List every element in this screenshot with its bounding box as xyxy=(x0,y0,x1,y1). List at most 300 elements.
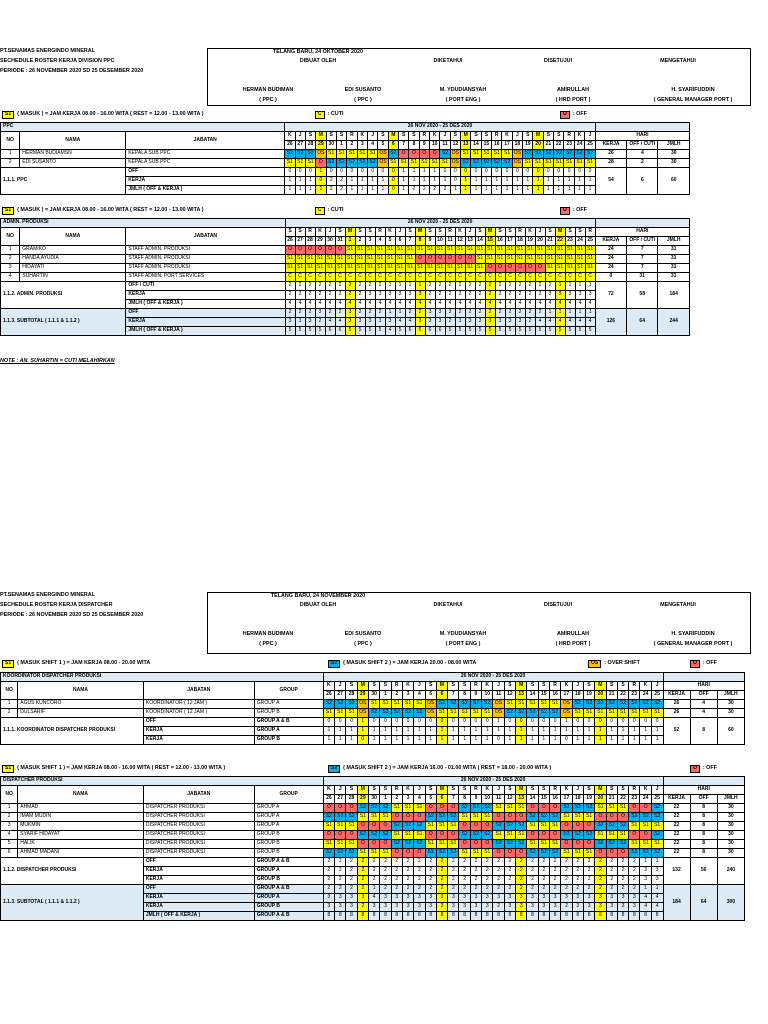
shift-cell: O xyxy=(391,813,402,822)
row-jabatan: DISPATCHER PRODUKSI xyxy=(143,813,254,822)
shift-cell: O xyxy=(465,255,475,264)
count-cell: 2 xyxy=(336,186,346,195)
total-kind: KERJA xyxy=(143,736,254,745)
legend-text-4: ( MASUK SHIFT 2 ) = JAM KERJA 16.00 - 01.00 WITA ( REST = 18.00 - 20.00 WITA ) xyxy=(343,765,552,771)
shift-cell: S1 xyxy=(345,255,355,264)
count-cell: 6 xyxy=(435,327,445,336)
date-cell: 9 xyxy=(470,691,481,700)
shift-cell: S1 xyxy=(305,255,315,264)
shift-cell: O xyxy=(629,804,640,813)
shift-cell: S1 xyxy=(482,813,493,822)
shift-cell: S1 xyxy=(380,700,391,709)
weekday-cell: S xyxy=(409,132,419,141)
row-jmlh: 30 xyxy=(658,150,690,159)
weekday-cell: J xyxy=(493,786,504,795)
count-cell: 0 xyxy=(629,718,640,727)
mengetahui-label: MENGETAHUI xyxy=(660,58,696,64)
count-cell: 0 xyxy=(561,736,572,745)
row-nama: HALIK xyxy=(18,840,144,849)
weekday-cell: S xyxy=(606,786,617,795)
shift-cell: O xyxy=(425,831,436,840)
weekday-cell: R xyxy=(515,228,525,237)
count-cell: 1 xyxy=(368,736,379,745)
count-cell: 2 xyxy=(465,282,475,291)
shift-cell: S1 xyxy=(405,255,415,264)
shift-cell: S1 xyxy=(335,264,345,273)
total-kerja: 54 xyxy=(595,168,626,195)
count-cell: 5 xyxy=(285,327,295,336)
signer-role: ( PORT ENG ) xyxy=(445,97,481,103)
date-cell: 5 xyxy=(385,237,395,246)
shift-cell: S2 xyxy=(504,822,515,831)
shift-cell: O xyxy=(448,831,459,840)
count-cell: 1 xyxy=(504,727,515,736)
shift-cell: S1 xyxy=(575,246,585,255)
table-row xyxy=(1,709,745,718)
weekday-cell: J xyxy=(414,786,425,795)
shift-cell: O xyxy=(505,264,515,273)
count-cell: 3 xyxy=(402,903,413,912)
total-kind: KERJA xyxy=(143,903,254,912)
count-cell: 0 xyxy=(440,168,450,177)
shift-cell: OS xyxy=(561,709,572,718)
shift-cell: O xyxy=(459,840,470,849)
count-cell: 3 xyxy=(357,894,368,903)
shift-cell: S1 xyxy=(367,150,377,159)
date-cell: 3 xyxy=(402,795,413,804)
count-cell: 1 xyxy=(415,282,425,291)
shift-cell: OS xyxy=(316,150,326,159)
shift-cell: S2 xyxy=(538,709,549,718)
weekday-cell: J xyxy=(335,682,346,691)
shift-cell: S1 xyxy=(357,849,368,858)
table-row xyxy=(1,150,690,159)
weekday-cell: J xyxy=(572,786,583,795)
date-cell: 3 xyxy=(357,141,367,150)
date-cell: 22 xyxy=(617,691,628,700)
date-cell: 13 xyxy=(516,691,527,700)
shift-cell: C xyxy=(345,273,355,282)
off-swatch: O xyxy=(690,765,700,773)
count-cell: 2 xyxy=(357,903,368,912)
count-cell: 4 xyxy=(368,894,379,903)
weekday-cell: K xyxy=(429,132,439,141)
count-cell: 6 xyxy=(415,327,425,336)
count-cell: 3 xyxy=(651,876,663,885)
count-cell: 1 xyxy=(398,186,408,195)
count-cell: 1 xyxy=(527,727,538,736)
count-cell: 2 xyxy=(495,291,505,300)
column-header: NAMA xyxy=(18,786,144,804)
row-off: 8 xyxy=(690,804,717,813)
count-cell: 0 xyxy=(448,718,459,727)
shift-cell: O xyxy=(409,150,419,159)
shift-cell: S1 xyxy=(515,255,525,264)
count-cell: 8 xyxy=(448,912,459,921)
date-cell: 28 xyxy=(346,691,357,700)
shift-cell: S1 xyxy=(435,246,445,255)
row-off: 8 xyxy=(690,822,717,831)
shift-cell: O xyxy=(402,813,413,822)
count-cell: 1 xyxy=(640,736,651,745)
count-cell: 4 xyxy=(545,318,555,327)
group-label: GROUP B xyxy=(254,876,323,885)
shift-cell: O xyxy=(445,255,455,264)
off-text: : OFF xyxy=(702,660,717,666)
shift-cell: O xyxy=(493,813,504,822)
count-cell: 0 xyxy=(316,177,326,186)
count-cell: 3 xyxy=(414,894,425,903)
ppc-roster-block xyxy=(0,48,768,368)
count-cell: 1 xyxy=(651,727,663,736)
date-cell: 12 xyxy=(504,691,515,700)
shift-cell: S2 xyxy=(461,159,471,168)
date-cell: 26 xyxy=(285,237,295,246)
weekday-cell: J xyxy=(651,786,663,795)
date-cell: 17 xyxy=(505,237,515,246)
shift-cell: S1 xyxy=(640,709,651,718)
weekday-cell: S xyxy=(565,228,575,237)
count-cell: 8 xyxy=(651,912,663,921)
shift-cell: S1 xyxy=(305,159,315,168)
shift-cell: OS xyxy=(378,159,388,168)
shift-cell: OS xyxy=(450,150,460,159)
count-cell: 2 xyxy=(355,309,365,318)
weekday-cell: S xyxy=(326,132,336,141)
shift-cell: O xyxy=(572,822,583,831)
count-cell: 3 xyxy=(475,318,485,327)
total-jmlh: 184 xyxy=(658,282,690,309)
weekday-cell: S xyxy=(346,786,357,795)
shift-cell: O xyxy=(380,822,391,831)
shift-cell: S1 xyxy=(395,255,405,264)
row-jmlh: 30 xyxy=(717,831,744,840)
weekday-cell: J xyxy=(367,132,377,141)
row-kerja: 0 xyxy=(595,273,626,282)
weekday-cell: S xyxy=(554,132,564,141)
shift-cell: S2 xyxy=(470,804,481,813)
shift-cell: O xyxy=(516,813,527,822)
count-cell: 0 xyxy=(391,718,402,727)
shift-cell: S1 xyxy=(405,246,415,255)
weekday-cell: K xyxy=(455,228,465,237)
count-cell: 1 xyxy=(395,309,405,318)
column-header: NO xyxy=(1,132,20,150)
count-cell: 1 xyxy=(554,177,564,186)
count-cell: 2 xyxy=(549,885,560,894)
table-row xyxy=(1,700,745,709)
date-cell: 1 xyxy=(345,237,355,246)
signer-name: M. YDUDIANSYAH xyxy=(439,87,487,93)
count-cell: 1 xyxy=(572,727,583,736)
count-cell: 1 xyxy=(651,885,663,894)
count-cell: 5 xyxy=(565,327,575,336)
weekday-cell: M xyxy=(436,786,447,795)
count-cell: 4 xyxy=(565,318,575,327)
date-cell: 17 xyxy=(561,691,572,700)
count-cell: 1 xyxy=(549,736,560,745)
shift-cell: S1 xyxy=(629,822,640,831)
shift-cell: S1 xyxy=(419,159,429,168)
shift-cell: S1 xyxy=(402,700,413,709)
count-cell: 2 xyxy=(326,186,336,195)
weekday-cell: K xyxy=(640,786,651,795)
shift-cell: O xyxy=(538,804,549,813)
shift-cell: O xyxy=(315,246,325,255)
table-cell xyxy=(595,219,689,228)
shift-cell: S1 xyxy=(475,255,485,264)
date-cell: 29 xyxy=(316,141,326,150)
count-cell: 3 xyxy=(335,903,346,912)
weekday-cell: S xyxy=(365,228,375,237)
shift-cell: S1 xyxy=(368,813,379,822)
date-cell: 11 xyxy=(493,691,504,700)
count-cell: 2 xyxy=(538,876,549,885)
count-cell: 2 xyxy=(346,867,357,876)
weekday-cell: S xyxy=(425,682,436,691)
date-cell: 19 xyxy=(525,237,535,246)
weekday-cell: K xyxy=(502,132,512,141)
shift-cell: S1 xyxy=(585,246,595,255)
table-row xyxy=(1,255,690,264)
count-cell: 2 xyxy=(505,291,515,300)
count-cell: 2 xyxy=(515,291,525,300)
count-cell: 3 xyxy=(482,894,493,903)
count-cell: 4 xyxy=(545,300,555,309)
date-cell: 30 xyxy=(368,795,379,804)
count-cell: 1 xyxy=(357,177,367,186)
count-cell: 1 xyxy=(419,177,429,186)
count-cell: 0 xyxy=(617,718,628,727)
total-label: 1.1.1. KOORDINATOR DISPATCHER PRODUKSI xyxy=(1,718,144,745)
row-group: GROUP B xyxy=(254,831,323,840)
count-cell: 2 xyxy=(440,186,450,195)
count-cell: 3 xyxy=(425,894,436,903)
shift-cell: S2 xyxy=(402,840,413,849)
shift-cell: S1 xyxy=(516,804,527,813)
diketahui-label: DIKETAHUI xyxy=(433,58,463,64)
shift-cell: S1 xyxy=(585,255,595,264)
weekday-cell: S xyxy=(335,228,345,237)
count-cell: 0 xyxy=(414,718,425,727)
weekday-cell: R xyxy=(391,682,402,691)
count-cell: 1 xyxy=(316,168,326,177)
count-cell: 3 xyxy=(315,309,325,318)
count-cell: 2 xyxy=(583,885,594,894)
count-cell: 8 xyxy=(595,912,606,921)
total-kind: KERJA xyxy=(126,291,285,300)
row-no: 4 xyxy=(1,273,20,282)
total-jmlh: 244 xyxy=(658,309,690,336)
company-name: PT.SENAMAS ENERGINDO MINERAL xyxy=(0,48,95,54)
count-cell: 3 xyxy=(285,318,295,327)
weekday-cell: M xyxy=(357,786,368,795)
count-cell: 1 xyxy=(617,727,628,736)
count-cell: 2 xyxy=(629,867,640,876)
table-cell xyxy=(663,777,744,786)
signer-name: AMIRULLAH xyxy=(556,631,590,637)
count-cell: 2 xyxy=(448,885,459,894)
row-off: 7 xyxy=(627,246,658,255)
count-cell: 0 xyxy=(549,718,560,727)
count-cell: 1 xyxy=(516,727,527,736)
count-cell: 5 xyxy=(365,327,375,336)
signer-name: HERMAN BUDIMAN xyxy=(242,631,294,637)
weekday-cell: S xyxy=(527,682,538,691)
count-cell: 6 xyxy=(425,327,435,336)
count-cell: 3 xyxy=(345,309,355,318)
count-cell: 1 xyxy=(543,177,553,186)
count-cell: 5 xyxy=(555,327,565,336)
shift-cell: S1 xyxy=(355,264,365,273)
shift-cell: S2 xyxy=(516,822,527,831)
count-cell: 1 xyxy=(606,736,617,745)
row-jmlh: 30 xyxy=(717,813,744,822)
count-cell: 1 xyxy=(347,186,357,195)
count-cell: 2 xyxy=(482,885,493,894)
weekday-cell: K xyxy=(357,132,367,141)
count-cell: 2 xyxy=(414,885,425,894)
shift-cell: S2 xyxy=(391,822,402,831)
row-nama: AHMAD MADANI xyxy=(18,849,144,858)
count-cell: 0 xyxy=(305,168,315,177)
count-cell: 2 xyxy=(545,282,555,291)
signer-name: HERMAN BUDIMAN xyxy=(242,87,294,93)
shift-cell: S1 xyxy=(440,159,450,168)
count-cell: 2 xyxy=(409,186,419,195)
count-cell: 0 xyxy=(357,168,367,177)
count-cell: 8 xyxy=(402,912,413,921)
count-cell: 3 xyxy=(572,894,583,903)
signer-name: H. SYARIFUDDIN xyxy=(671,87,715,93)
shift-cell: S2 xyxy=(459,700,470,709)
shift-cell: O xyxy=(419,150,429,159)
shift-cell: S1 xyxy=(575,264,585,273)
shift-cell: S1 xyxy=(395,246,405,255)
weekday-cell: J xyxy=(535,228,545,237)
shift-cell: O xyxy=(482,840,493,849)
shift-cell: S1 xyxy=(565,246,575,255)
shift-cell: S2 xyxy=(436,813,447,822)
row-nama: IMAM MUDIN xyxy=(18,813,144,822)
row-kerja: 28 xyxy=(595,159,626,168)
count-cell: 1 xyxy=(561,718,572,727)
count-cell: 0 xyxy=(335,718,346,727)
count-cell: 4 xyxy=(651,894,663,903)
date-cell: 22 xyxy=(554,141,564,150)
total-off: 64 xyxy=(627,309,658,336)
table-cell xyxy=(663,673,745,682)
weekday-cell: M xyxy=(516,786,527,795)
group-label: GROUP A & B xyxy=(254,885,323,894)
date-cell: 7 xyxy=(448,691,459,700)
dispatcher-roster-block xyxy=(0,592,768,992)
count-cell: 4 xyxy=(555,300,565,309)
column-header: OFF xyxy=(690,691,717,700)
count-cell: 3 xyxy=(617,903,628,912)
shift-cell: O xyxy=(504,813,515,822)
count-cell: 2 xyxy=(572,876,583,885)
column-header: JABATAN xyxy=(143,786,254,804)
date-cell: 5 xyxy=(378,141,388,150)
shift-cell: S2 xyxy=(391,840,402,849)
shift-cell: O xyxy=(368,822,379,831)
shift-cell: S2 xyxy=(585,150,596,159)
total-kind: OFF xyxy=(126,168,285,177)
shift-cell: O xyxy=(448,804,459,813)
total-kind: OFF xyxy=(143,885,254,894)
shift-cell: S1 xyxy=(482,709,493,718)
row-jmlh: 31 xyxy=(658,273,690,282)
count-cell: 1 xyxy=(585,309,595,318)
count-cell: 2 xyxy=(368,876,379,885)
count-cell: 8 xyxy=(538,912,549,921)
shift-cell: S2 xyxy=(640,700,651,709)
hari-header: HARI xyxy=(663,786,744,795)
row-nama: SUHARTIN xyxy=(20,273,126,282)
off-swatch: O xyxy=(560,207,570,215)
shift-cell: S2 xyxy=(335,700,346,709)
weekday-cell: K xyxy=(402,786,413,795)
shift-cell: O xyxy=(436,804,447,813)
count-cell: 2 xyxy=(335,291,345,300)
count-cell: 2 xyxy=(504,876,515,885)
count-cell: 3 xyxy=(448,894,459,903)
count-cell: 2 xyxy=(414,858,425,867)
count-cell: 1 xyxy=(368,727,379,736)
count-cell: 2 xyxy=(475,282,485,291)
count-cell: 0 xyxy=(493,736,504,745)
count-cell: 1 xyxy=(367,177,377,186)
total-kind: KERJA xyxy=(143,727,254,736)
count-cell: 2 xyxy=(465,291,475,300)
date-cell: 20 xyxy=(595,795,606,804)
count-cell: 2 xyxy=(365,309,375,318)
count-cell: 3 xyxy=(485,318,495,327)
shift-cell: O xyxy=(504,849,515,858)
weekday-cell: S xyxy=(336,132,346,141)
shift-cell: O xyxy=(595,813,606,822)
shift-cell: O xyxy=(538,831,549,840)
shift-cell: S2 xyxy=(368,709,379,718)
total-off: 64 xyxy=(690,885,717,921)
count-cell: 3 xyxy=(585,291,595,300)
row-kerja: 24 xyxy=(595,246,626,255)
shift-cell: S1 xyxy=(545,246,555,255)
shift-cell: S1 xyxy=(485,255,495,264)
shift-cell: S1 xyxy=(555,264,565,273)
date-cell: 2 xyxy=(355,237,365,246)
total-kind: OFF xyxy=(143,718,254,727)
table-row xyxy=(1,804,745,813)
shift-cell: S2 xyxy=(368,831,379,840)
shift-cell: S1 xyxy=(470,813,481,822)
weekday-cell: S xyxy=(355,228,365,237)
shift-cell: S1 xyxy=(402,804,413,813)
count-cell: 2 xyxy=(357,876,368,885)
row-jmlh: 31 xyxy=(658,264,690,273)
count-cell: 3 xyxy=(435,309,445,318)
count-cell: 1 xyxy=(357,186,367,195)
shift-cell: S1 xyxy=(459,813,470,822)
count-cell: 2 xyxy=(357,867,368,876)
count-cell: 2 xyxy=(470,876,481,885)
count-cell: 8 xyxy=(436,912,447,921)
count-cell: 3 xyxy=(445,309,455,318)
count-cell: 3 xyxy=(606,903,617,912)
group-label: GROUP A xyxy=(254,727,323,736)
count-cell: 0 xyxy=(450,177,460,186)
